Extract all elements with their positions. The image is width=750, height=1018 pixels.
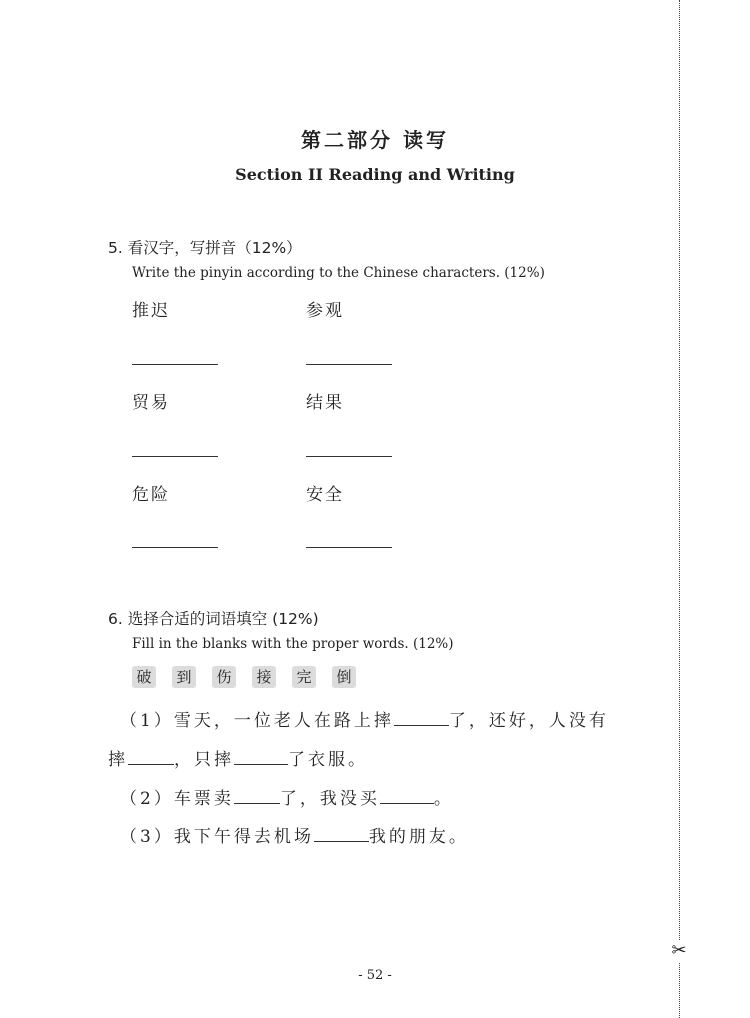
question-6-instruction: Fill in the blanks with the proper words. (12%): [132, 636, 454, 652]
sentence-1-line-1: [120, 706, 609, 731]
pinyin-blank-6[interactable]: [306, 547, 392, 548]
sentence-text: （3）我下午得去机场: [120, 827, 314, 847]
sentence-text: ，只摔: [174, 750, 234, 770]
word-6: 安全: [306, 485, 344, 505]
fill-blank-6[interactable]: [314, 841, 369, 842]
word-2: 参观: [306, 301, 344, 321]
sentence-3: [120, 822, 469, 847]
section-title-chinese: 第二部分 读写: [301, 128, 449, 152]
fill-blank-5[interactable]: [380, 803, 434, 804]
fill-blank-3[interactable]: [234, 764, 288, 765]
pinyin-blank-3[interactable]: [132, 456, 218, 457]
word-5: 危险: [132, 485, 170, 505]
sentence-1-line-2: [108, 745, 368, 770]
sentence-text: （1）雪天，一位老人在路上摔: [120, 711, 394, 731]
option-chip: 破: [132, 666, 156, 688]
pinyin-blank-5[interactable]: [132, 547, 218, 548]
sentence-text: 摔: [108, 750, 128, 770]
scissors-icon: ✂: [669, 940, 689, 962]
word-3: 贸易: [132, 393, 170, 413]
pinyin-blank-4[interactable]: [306, 456, 392, 457]
option-chip: 到: [172, 666, 196, 688]
option-chip: 伤: [212, 666, 236, 688]
sentence-text: 了，我没买: [279, 789, 380, 809]
option-chip: 接: [252, 666, 276, 688]
sentence-text: 我的朋友。: [368, 827, 469, 847]
page-number: - 52 -: [358, 968, 392, 983]
sentence-text: （2）车票卖: [120, 789, 234, 809]
fill-blank-2[interactable]: [128, 764, 174, 765]
question-5-instruction: Write the pinyin according to the Chinese characters. (12%): [132, 265, 545, 281]
sentence-text: 了，还好，人没有: [448, 711, 609, 731]
word-1: 推迟: [132, 301, 170, 321]
pinyin-blank-2[interactable]: [306, 364, 392, 365]
sentence-2: [120, 784, 454, 809]
sentence-text: 了衣服。: [288, 750, 368, 770]
word-4: 结果: [306, 393, 344, 413]
fill-blank-4[interactable]: [234, 803, 280, 804]
question-6-heading: 6. 选择合适的词语填空 (12%): [108, 610, 319, 628]
fill-blank-1[interactable]: [394, 725, 449, 726]
section-title-english: Section II Reading and Writing: [235, 165, 515, 184]
question-5-heading: 5. 看汉字，写拼音（12%）: [108, 239, 302, 257]
option-chip: 倒: [332, 666, 356, 688]
word-options: [132, 666, 356, 688]
option-chip: 完: [292, 666, 316, 688]
pinyin-blank-1[interactable]: [132, 364, 218, 365]
sentence-text: 。: [433, 789, 454, 809]
